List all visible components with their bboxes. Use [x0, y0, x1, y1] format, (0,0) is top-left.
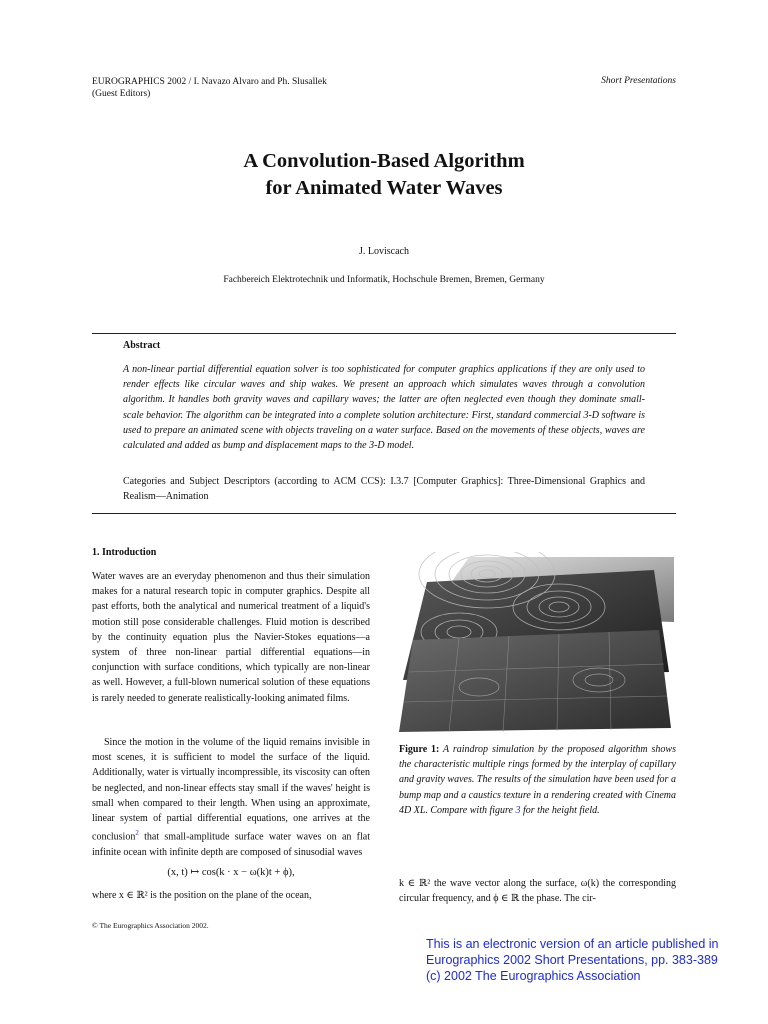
intro-paragraph-3: where x ∈ ℝ² is the position on the plane of the ocean, — [92, 890, 312, 901]
running-header-left — [92, 76, 327, 100]
caustics-plane — [399, 630, 671, 732]
footnote-ref-link[interactable]: 2 — [135, 829, 139, 838]
author: J. Loviscach — [359, 246, 409, 257]
abstract-bottom-rule — [92, 513, 676, 514]
conference-line: EUROGRAPHICS 2002 / I. Navazo Alvaro and Ph. Slusallek — [92, 77, 327, 87]
equation: (x, t) ↦ cos(k · x − ω(k)t + ϕ), — [167, 867, 295, 878]
intro-paragraph-1: Water waves are an everyday phenomenon and thus their simulation makes for a natural research topic in computer graphics. Despite all past efforts, both the analytical and numerical treatment of a liquid's motion still pose considerable challenges. Fluid motion is described by the continuity equation plus the Navier-Stokes equations—a system of three non-linear partial differential equations—in conjunction with surface conditions, which typically are non-linear as well. However, a full-blown numerical solution of these equations is rarely needed to generate realistically-looking animated films. — [92, 571, 370, 704]
categories-descriptors: Categories and Subject Descriptors (according to ACM CCS): I.3.7 [Computer Graphics]: Three-Dimensional Graphics and Realism—Animation — [123, 476, 645, 502]
electronic-version-notice — [426, 936, 719, 984]
title-line-2: for Animated Water Waves — [265, 177, 503, 199]
abstract-heading: Abstract — [123, 340, 161, 351]
figure-ref-link[interactable]: 3 — [515, 804, 521, 816]
figure-caption — [399, 742, 676, 818]
right-column-text: k ∈ ℝ² the wave vector along the surface, ω(k) the corresponding circular frequency, and ϕ ∈ ℝ the phase. The cir- — [399, 878, 676, 905]
guest-editors-line: (Guest Editors) — [92, 89, 151, 99]
intro-paragraph-2 — [92, 735, 370, 860]
paper-title — [0, 148, 768, 202]
notice-line-1: This is an electronic version of an article published in — [426, 937, 719, 951]
title-line-1: A Convolution-Based Algorithm — [243, 150, 525, 172]
figure-label: Figure 1: — [399, 744, 440, 755]
abstract-top-rule — [92, 333, 676, 334]
notice-line-2: Eurographics 2002 Short Presentations, pp. 383-389 — [426, 953, 718, 967]
notice-line-3: (c) 2002 The Eurographics Association — [426, 969, 641, 983]
paragraph-text: Since the motion in the volume of the liquid remains invisible in most scenes, it is sufficient to model the surface of the liquid. Additionally, water is virtually incompressible, its viscosity can often be neglected, and non-linear effects stay small if the waves' height is small when compared to their length. When using an approximate, linear system of partial differential equations, one arrives at the conclusion — [92, 737, 370, 843]
caption-text: A raindrop simulation by the proposed algorithm shows the characteristic multiple rings formed by the interplay of capillary and gravity waves. The results of the simulation have been used for a bump map and a caustics texture in a rendering created with Cinema 4D XL. Compare with figure — [399, 744, 676, 816]
copyright-footer: © The Eurographics Association 2002. — [92, 921, 209, 930]
paragraph-text: that small-amplitude surface water waves on an flat infinite ocean with infinite depth are composed of sinusodial waves — [92, 831, 370, 858]
running-header-right: Short Presentations — [601, 76, 676, 86]
affiliation: Fachbereich Elektrotechnik und Informatik, Hochschule Bremen, Bremen, Germany — [223, 275, 545, 285]
raindrop-figure — [399, 552, 679, 736]
section-heading: 1. Introduction — [92, 547, 157, 558]
abstract-body: A non-linear partial differential equation solver is too sophisticated for computer graphics applications if they are only used to render effects like circular waves and ship wakes. We present an approach which simulates waves through a convolution algorithm. It handles both gravity waves and capillary waves; the latter are often neglected even though they dominate small-scale behavior. The algorithm can be integrated into a complete solution architecture: First, standard commercial 3-D software is used to prepare an animated scene with objects traveling on a water surface. Based on the movements of these objects, waves are calculated and added as bump and displacement maps to the 3-D model. — [123, 364, 645, 452]
caption-text: for the height field. — [520, 804, 600, 816]
